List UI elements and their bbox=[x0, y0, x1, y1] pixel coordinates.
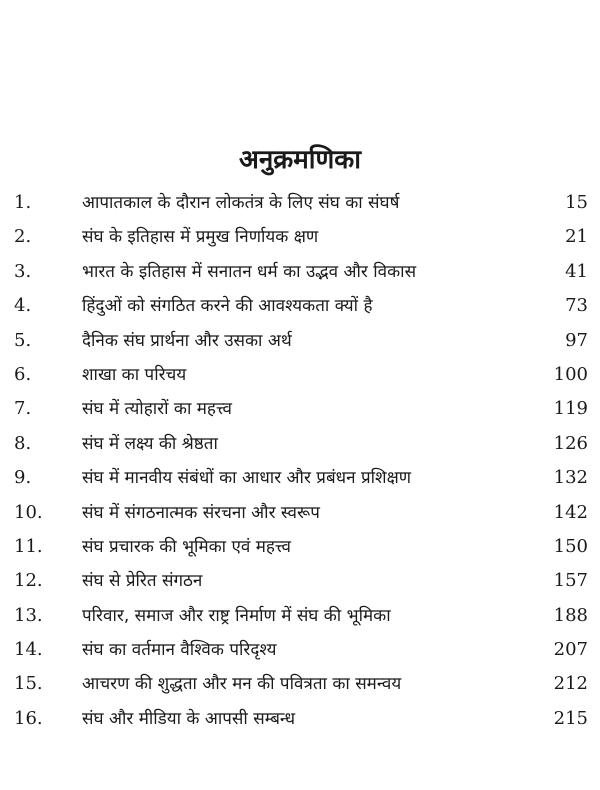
page-number: 100 bbox=[553, 363, 588, 385]
chapter-title: संघ में लक्ष्य की श्रेष्ठता bbox=[82, 433, 218, 454]
page-number: 97 bbox=[565, 329, 588, 351]
page-number: 207 bbox=[553, 639, 588, 661]
chapter-number: 13. bbox=[14, 604, 43, 626]
chapter-title: शाखा का परिचय bbox=[82, 364, 187, 385]
chapter-title: परिवार, समाज और राष्ट्र निर्माण में संघ की भूमिका bbox=[82, 605, 391, 626]
toc-entry bbox=[0, 257, 600, 291]
chapter-number: 6. bbox=[14, 363, 32, 385]
chapter-number: 15. bbox=[14, 673, 43, 695]
toc-entry bbox=[0, 360, 600, 394]
chapter-title: आपातकाल के दौरान लोकतंत्र के लिए संघ का संघर्ष bbox=[82, 193, 400, 213]
toc-entry bbox=[0, 222, 600, 256]
chapter-title: संघ का वर्तमान वैश्विक परिदृश्य bbox=[82, 640, 277, 661]
chapter-title: संघ में मानवीय संबंधों का आधार और प्रबंधन प्रशिक्षण bbox=[82, 468, 412, 489]
chapter-title: संघ के इतिहास में प्रमुख निर्णायक क्षण bbox=[82, 227, 319, 248]
chapter-title: दैनिक संघ प्रार्थना और उसका अर्थ bbox=[82, 330, 292, 351]
chapter-number: 8. bbox=[14, 432, 32, 454]
table-of-contents bbox=[0, 188, 600, 738]
chapter-number: 2. bbox=[14, 226, 32, 248]
page-title: अनुक्रमणिका bbox=[238, 145, 362, 175]
chapter-title: संघ से प्रेरित संगठन bbox=[82, 571, 203, 592]
toc-entry bbox=[0, 429, 600, 463]
toc-entry bbox=[0, 463, 600, 497]
page-number: 215 bbox=[553, 707, 588, 729]
chapter-title: संघ में संगठनात्मक संरचना और स्वरूप bbox=[82, 502, 320, 523]
page-number: 212 bbox=[553, 673, 588, 695]
page-number: 119 bbox=[553, 398, 588, 420]
toc-entry bbox=[0, 498, 600, 532]
toc-entry bbox=[0, 669, 600, 703]
page-number: 157 bbox=[553, 570, 588, 592]
toc-entry bbox=[0, 635, 600, 669]
chapter-title: संघ प्रचारक की भूमिका एवं महत्त्व bbox=[82, 536, 291, 557]
chapter-number: 10. bbox=[14, 501, 43, 523]
chapter-number: 3. bbox=[14, 260, 32, 282]
chapter-title: संघ और मीडिया के आपसी सम्बन्ध bbox=[82, 708, 296, 729]
chapter-number: 16. bbox=[14, 707, 43, 729]
toc-entry bbox=[0, 704, 600, 738]
chapter-number: 12. bbox=[14, 570, 43, 592]
chapter-number: 1. bbox=[14, 192, 32, 213]
toc-entry bbox=[0, 326, 600, 360]
chapter-title: संघ में त्योहारों का महत्त्व bbox=[82, 399, 232, 420]
chapter-number: 11. bbox=[14, 535, 43, 557]
page-number: 150 bbox=[553, 535, 588, 557]
chapter-number: 4. bbox=[14, 295, 32, 317]
page-number: 188 bbox=[553, 604, 588, 626]
toc-entry bbox=[0, 601, 600, 635]
chapter-title: भारत के इतिहास में सनातन धर्म का उद्भव और विकास bbox=[82, 261, 417, 282]
page-number: 142 bbox=[553, 501, 588, 523]
page-number: 126 bbox=[553, 432, 588, 454]
chapter-number: 9. bbox=[14, 467, 32, 489]
chapter-number: 14. bbox=[14, 639, 43, 661]
chapter-number: 5. bbox=[14, 329, 32, 351]
chapter-number: 7. bbox=[14, 398, 32, 420]
page-number: 132 bbox=[553, 467, 588, 489]
toc-entry bbox=[0, 394, 600, 428]
toc-entry bbox=[0, 188, 600, 222]
toc-entry bbox=[0, 532, 600, 566]
page-number: 41 bbox=[565, 260, 588, 282]
page-number: 15 bbox=[565, 192, 588, 213]
chapter-title: आचरण की शुद्धता और मन की पवित्रता का समन्वय bbox=[82, 674, 402, 695]
chapter-title: हिंदुओं को संगठित करने की आवश्यकता क्यों है bbox=[82, 296, 373, 317]
toc-entry bbox=[0, 291, 600, 325]
page-number: 73 bbox=[565, 295, 588, 317]
page-number: 21 bbox=[565, 226, 588, 248]
toc-entry bbox=[0, 566, 600, 600]
